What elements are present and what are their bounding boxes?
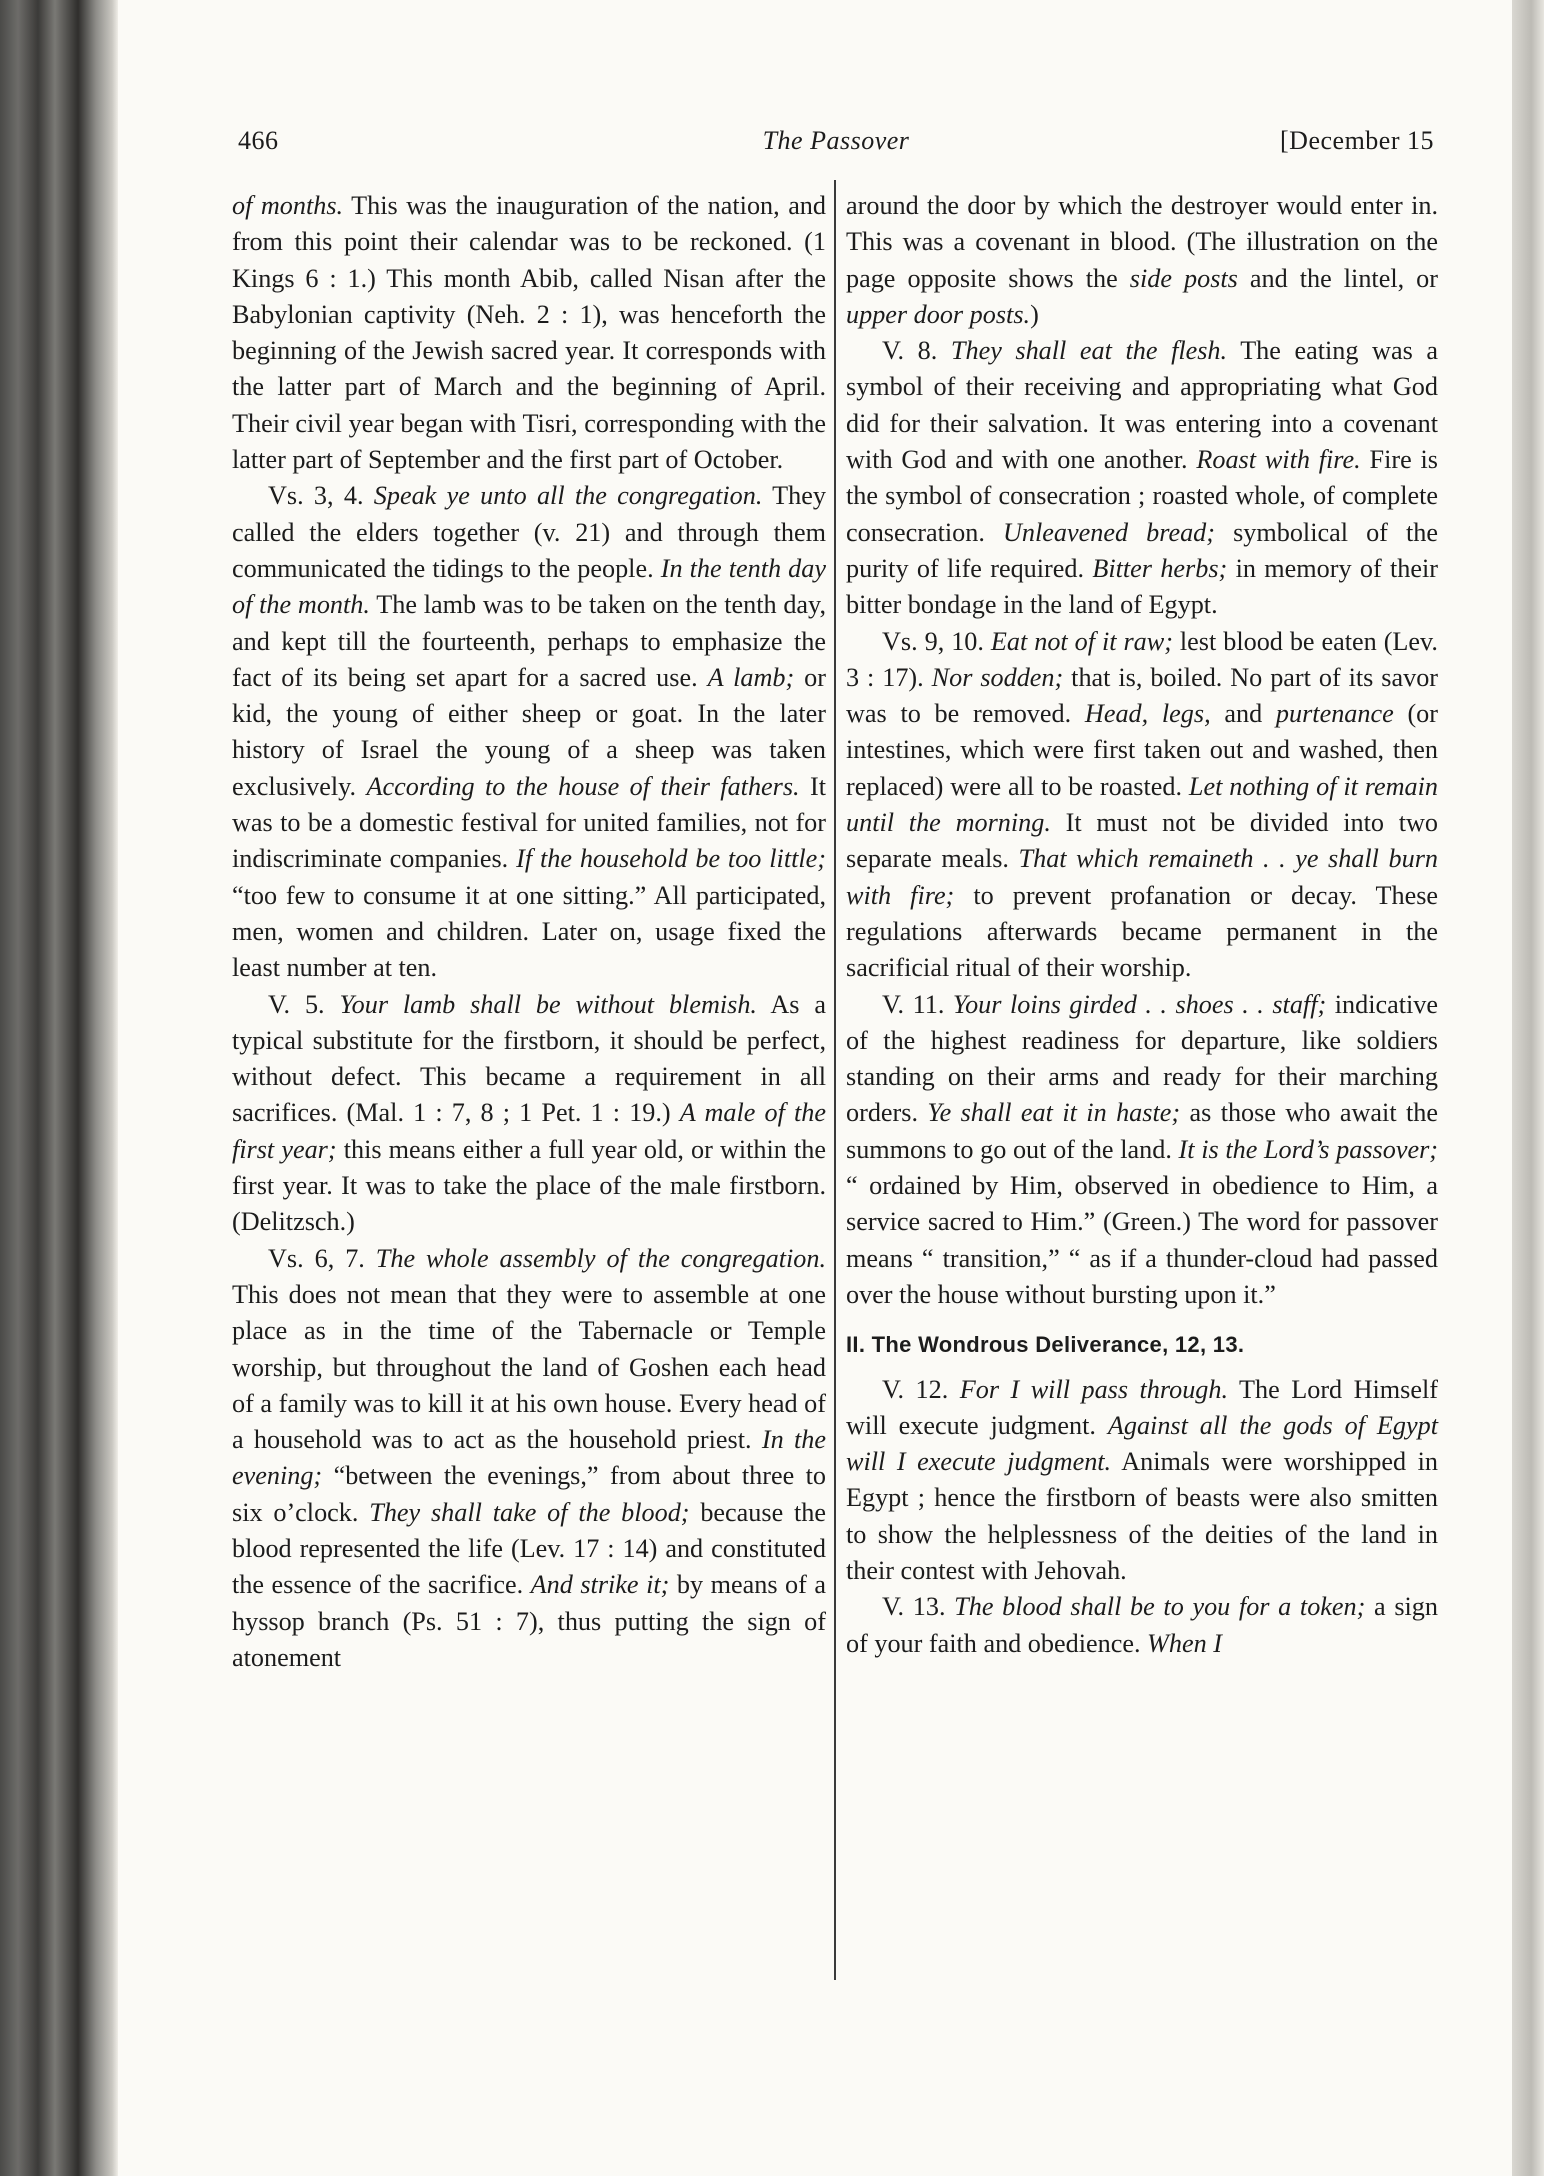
italic-text: of months. — [232, 191, 344, 220]
text-run: and — [1210, 699, 1276, 729]
text-run: this means either a full year old, or within the first year. It was to take the place of the male firstborn. (Delitzsch.) — [232, 1134, 826, 1237]
italic-text: Your lamb shall be without blemish. — [339, 989, 757, 1019]
italic-text: upper door posts. — [846, 299, 1031, 329]
text-run: “too few to consume it at one sitting.” All participated, men, women and children. Later on, usage fixed the least number at ten. — [232, 880, 826, 983]
book-binding — [0, 0, 118, 2176]
text-run: Vs. 9, 10. — [882, 626, 991, 656]
page-edge — [1512, 0, 1544, 2176]
text-run: It must not be divided into two separate meals. — [846, 808, 1438, 874]
italic-text: And strike it; — [530, 1570, 670, 1600]
italic-text: Ye shall eat it in haste; — [927, 1098, 1181, 1128]
text-run: or kid, the young of either sheep or goat. In the later history of Israel the young of a sheep was taken exclusively. — [232, 662, 826, 801]
paragraph — [846, 987, 1438, 1314]
paragraph — [846, 1372, 1438, 1590]
paragraph — [232, 188, 826, 478]
text-run: Animals were worshipped in Egypt ; hence the firstborn of beasts were also smitten to show the helplessness of the deities of the land in their contest with Jehovah. — [846, 1447, 1438, 1585]
italic-text: Bitter herbs; — [1092, 553, 1228, 583]
text-run: V. 12. — [882, 1374, 960, 1404]
italic-text: It is the Lord’s passover; — [1178, 1134, 1438, 1164]
text-run: They called the elders together (v. 21) and through them communicated the tidings to the people. — [232, 481, 826, 583]
right-column — [846, 188, 1438, 1996]
text-run: Vs. 6, 7. — [268, 1243, 376, 1273]
text-run: (or intestines, which were first taken out and washed, then replaced) were all to be roasted. — [846, 699, 1438, 801]
text-run: and the lintel, or — [1237, 263, 1438, 293]
text-run: lest blood be eaten (Lev. 3 : 17). — [846, 626, 1438, 692]
text-run: because the blood represented the life (Lev. 17 : 14) and constituted the essence of the sacrifice. — [232, 1497, 827, 1600]
text-run: a sign of your faith and obedience. — [846, 1592, 1438, 1658]
text-run: as those who await the summons to go out of the land. — [846, 1098, 1438, 1164]
italic-text: The whole assembly of the congregation. — [375, 1243, 826, 1273]
text-run: V. 13. — [882, 1592, 955, 1622]
text-run: V. 5. — [268, 989, 340, 1019]
text-run: symbolical of the purity of life required. — [846, 517, 1438, 583]
italic-text: They shall take of the blood; — [369, 1497, 690, 1527]
paragraph — [846, 1589, 1438, 1662]
text-run: “ ordained by Him, observed in obedience to Him, a service sacred to Him.” (Green.) The word for passover means “ transition,” “ as if a thunder-cloud had passed over the house without bursting upon it.” — [846, 1171, 1438, 1309]
italic-text: In the evening; — [232, 1425, 826, 1491]
text-run: As a typical substitute for the firstborn, it should be perfect, without defect. This became a requirement in all sacrifices. (Mal. 1 : 7, 8 ; 1 Pet. 1 : 19.) — [232, 989, 826, 1128]
paragraph — [846, 188, 1438, 333]
italic-text: Speak ye unto all the congregation. — [373, 481, 763, 511]
italic-text: Head, legs, — [1084, 699, 1211, 729]
paragraph — [232, 478, 826, 986]
page-number: 466 — [238, 126, 279, 155]
italic-text: A male of the first year; — [232, 1098, 826, 1164]
italic-text: Unleavened bread; — [1002, 517, 1215, 547]
text-run: in memory of their bitter bondage in the land of Egypt. — [846, 553, 1438, 620]
text-run: V. 8. — [882, 336, 951, 366]
text-run: to prevent profanation or decay. These regulations afterwards became permanent in the sacrificial ritual of their worship. — [846, 880, 1439, 983]
paragraph — [232, 1241, 826, 1677]
italic-text: Eat not of it raw; — [990, 626, 1173, 656]
italic-text: For I will pass through. — [959, 1374, 1229, 1404]
italic-text: According to the house of their fathers. — [366, 771, 800, 801]
section-heading: II. The Wondrous Deliverance, 12, 13. — [846, 1332, 1245, 1358]
text-run: Fire is the symbol of consecration ; roasted whole, of complete consecration. — [846, 445, 1438, 547]
italic-text: When I — [1147, 1628, 1222, 1658]
paragraph — [232, 987, 826, 1241]
running-header — [238, 126, 1434, 160]
italic-text: Let nothing of it remain until the morning. — [846, 771, 1438, 838]
text-run: indicative of the highest readiness for departure, like soldiers standing on their arms and ready for their marching orders. — [846, 989, 1438, 1128]
text-run: The Lord Himself will execute judgment. — [846, 1374, 1438, 1440]
right-column-commentary — [846, 188, 1438, 1313]
right-column-commentary-continued — [846, 1372, 1438, 1662]
text-run: The eating was a symbol of their receiving and appropriating what God did for their salvation. It was entering into a covenant with God and with one another. — [846, 336, 1438, 475]
left-column — [232, 188, 826, 1996]
italic-text: side posts — [1129, 263, 1238, 293]
italic-text: Roast with fire. — [1196, 445, 1361, 475]
column-divider — [834, 180, 836, 1980]
text-run: ) — [1030, 299, 1039, 329]
running-date: [December 15 — [1280, 126, 1434, 155]
text-run: “between the evenings,” from about three to six o’clock. — [232, 1461, 826, 1527]
italic-text: If the household be too little; — [516, 844, 826, 874]
italic-text: Nor sodden; — [931, 662, 1064, 692]
text-run: around the door by which the destroyer would enter in. This was a covenant in blood. (The illustration on the page opposite shows the — [846, 191, 1438, 293]
italic-text: Against all the gods of Egypt will I execute judgment. — [846, 1410, 1438, 1477]
paragraph — [846, 333, 1438, 623]
text-run: The lamb was to be taken on the tenth day, and kept till the fourteenth, perhaps to emphasize the fact of its being set apart for a sacred use. — [232, 590, 826, 692]
text-run: V. 11. — [882, 989, 953, 1019]
italic-text: That which remaineth . . ye shall burn with fire; — [846, 844, 1438, 910]
italic-text: The blood shall be to you for a token; — [954, 1592, 1366, 1622]
text-run: that is, boiled. No part of its savor was to be removed. — [846, 662, 1439, 729]
text-run: This does not mean that they were to assemble at one place as in the time of the Tabernacle or Temple worship, but throughout the land of Goshen each head of a family was to kill it at his own house. Every head of a household was to act as the household priest. — [232, 1279, 826, 1455]
text-run: Vs. 3, 4. — [268, 481, 374, 511]
text-run: This was the inauguration of the nation, and from this point their calendar was to be reckoned. (1 Kings 6 : 1.) This month Abib, called Nisan after the Babylonian captivity (Neh. 2 : 1), was henceforth the beginning of the Jewish sacred year. It corresponds with the latter part of March and the beginning of April. Their civil year began with Tisri, corresponding with the latter part of September and the first part of October. — [232, 191, 826, 475]
paragraph — [846, 624, 1438, 987]
italic-text: A lamb; — [707, 662, 795, 692]
italic-text: They shall eat the flesh. — [950, 336, 1228, 366]
text-run: by means of a hyssop branch (Ps. 51 : 7), thus putting the sign of atonement — [232, 1570, 827, 1672]
running-title: The Passover — [762, 126, 910, 155]
italic-text: Your loins girded . . shoes . . staff; — [952, 989, 1327, 1019]
text-run: It was to be a domestic festival for united families, not for indiscriminate companies. — [232, 771, 827, 874]
italic-text: In the tenth day of the month. — [232, 553, 826, 620]
italic-text: purtenance — [1275, 699, 1394, 729]
